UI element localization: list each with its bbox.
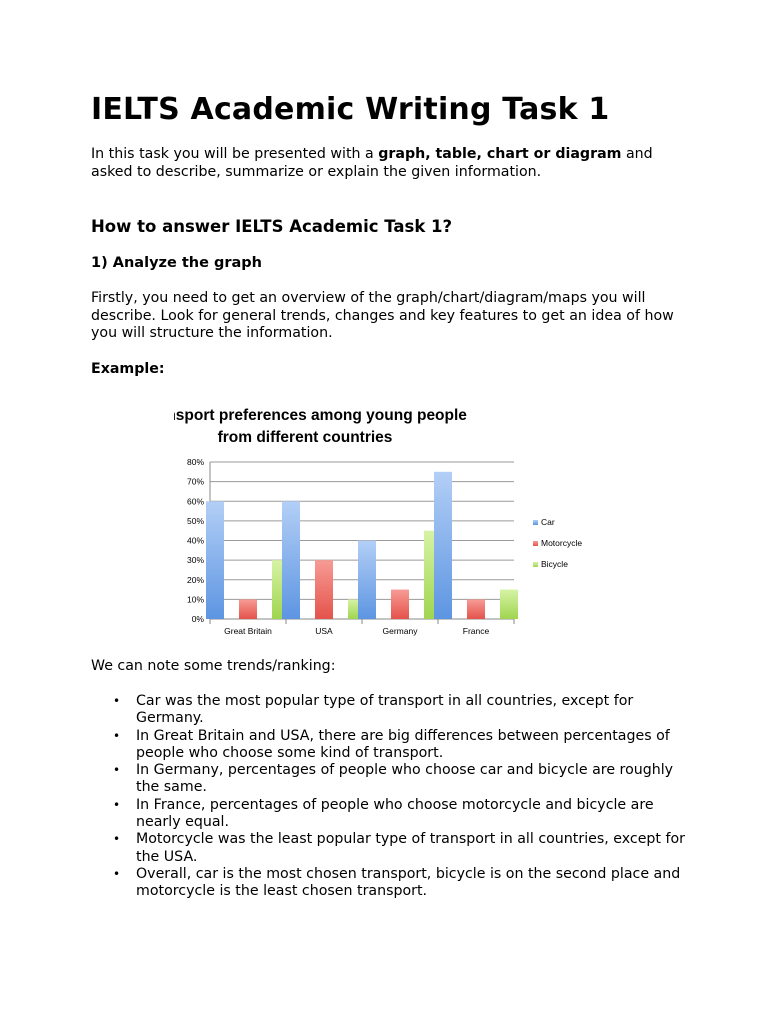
bar-motorcycle-great-britain bbox=[239, 599, 257, 619]
list-item bbox=[91, 831, 691, 866]
bullet-glyph: • bbox=[113, 832, 121, 847]
list-item bbox=[91, 728, 691, 763]
y-tick-label: 30% bbox=[186, 555, 204, 566]
legend-swatch-bicycle bbox=[533, 562, 538, 567]
list-item-text: Overall, car is the most chosen transport, bicycle is on the second place and motorcycle is the least chosen transport. bbox=[136, 865, 681, 900]
y-tick-label: 40% bbox=[186, 535, 204, 546]
y-tick-label: 60% bbox=[186, 496, 204, 507]
bar-motorcycle-usa bbox=[315, 560, 333, 619]
x-tick-label: Great Britain bbox=[224, 626, 272, 636]
intro-text-bold: graph, table, chart or diagram bbox=[378, 146, 622, 162]
bar-car-germany bbox=[358, 541, 376, 620]
list-item-text: In France, percentages of people who choose motorcycle and bicycle are nearly equal. bbox=[136, 796, 654, 831]
list-item bbox=[91, 762, 691, 797]
y-tick-label: 70% bbox=[186, 476, 204, 487]
trends-list bbox=[91, 693, 691, 901]
bullet-glyph: • bbox=[113, 866, 121, 881]
intro-text-after: and asked to describe, summarize or explain the given information. bbox=[91, 146, 653, 180]
legend-swatch-car bbox=[533, 520, 538, 525]
y-tick-label: 20% bbox=[186, 574, 204, 585]
bullet-glyph: • bbox=[113, 763, 121, 778]
x-tick-label: Germany bbox=[382, 626, 418, 636]
legend-label-bicycle: Bicycle bbox=[541, 559, 568, 569]
chart-svg bbox=[174, 398, 594, 643]
bullet-glyph: • bbox=[113, 694, 121, 708]
chart-title-line-1: Transport preferences among young people bbox=[174, 407, 467, 424]
bar-motorcycle-germany bbox=[391, 590, 409, 619]
y-tick-label: 0% bbox=[191, 614, 204, 624]
list-item bbox=[91, 866, 691, 901]
y-tick-label: 50% bbox=[186, 515, 204, 526]
chart-title-line-2: from different countries bbox=[217, 429, 393, 446]
example-label: Example: bbox=[91, 361, 165, 377]
intro-text-before: In this task you will be presented with a bbox=[91, 146, 379, 162]
bullet-glyph: • bbox=[113, 797, 121, 812]
list-item-text: In Great Britain and USA, there are big differences between percentages of people who choose some kind of transport. bbox=[136, 727, 670, 761]
list-item-text: In Germany, percentages of people who choose car and bicycle are roughly the same. bbox=[136, 762, 674, 796]
legend-swatch-motorcycle bbox=[533, 541, 538, 546]
trends-intro: We can note some trends/ranking: bbox=[91, 658, 336, 674]
bullet-glyph: • bbox=[113, 728, 121, 743]
list-item-text: Car was the most popular type of transport in all countries, except for Germany. bbox=[136, 693, 634, 727]
list-item bbox=[91, 797, 691, 832]
intro-paragraph bbox=[91, 146, 681, 181]
legend-label-motorcycle: Motorcycle bbox=[541, 538, 583, 548]
list-item-text: Motorcycle was the least popular type of transport in all countries, except for the USA. bbox=[136, 831, 686, 865]
y-tick-label: 80% bbox=[186, 457, 204, 467]
bar-car-usa bbox=[282, 501, 300, 619]
list-item bbox=[91, 693, 691, 728]
step-paragraph: Firstly, you need to get an overview of the graph/chart/diagram/maps you will describe. Look for general trends, changes and key features to get an idea of how you will structure the information. bbox=[91, 290, 674, 341]
bar-car-great-britain bbox=[206, 501, 224, 619]
bar-bicycle-france bbox=[500, 590, 518, 619]
transport-chart bbox=[174, 398, 594, 643]
y-tick-label: 10% bbox=[186, 594, 204, 605]
bar-motorcycle-france bbox=[467, 599, 485, 619]
page-title: IELTS Academic Writing Task 1 bbox=[91, 92, 610, 127]
section-heading: How to answer IELTS Academic Task 1? bbox=[91, 217, 453, 236]
x-tick-label: USA bbox=[315, 626, 333, 636]
bar-car-france bbox=[434, 472, 452, 619]
step-heading: 1) Analyze the graph bbox=[91, 255, 262, 271]
x-tick-label: France bbox=[462, 626, 490, 636]
legend-label-car: Car bbox=[541, 517, 555, 527]
